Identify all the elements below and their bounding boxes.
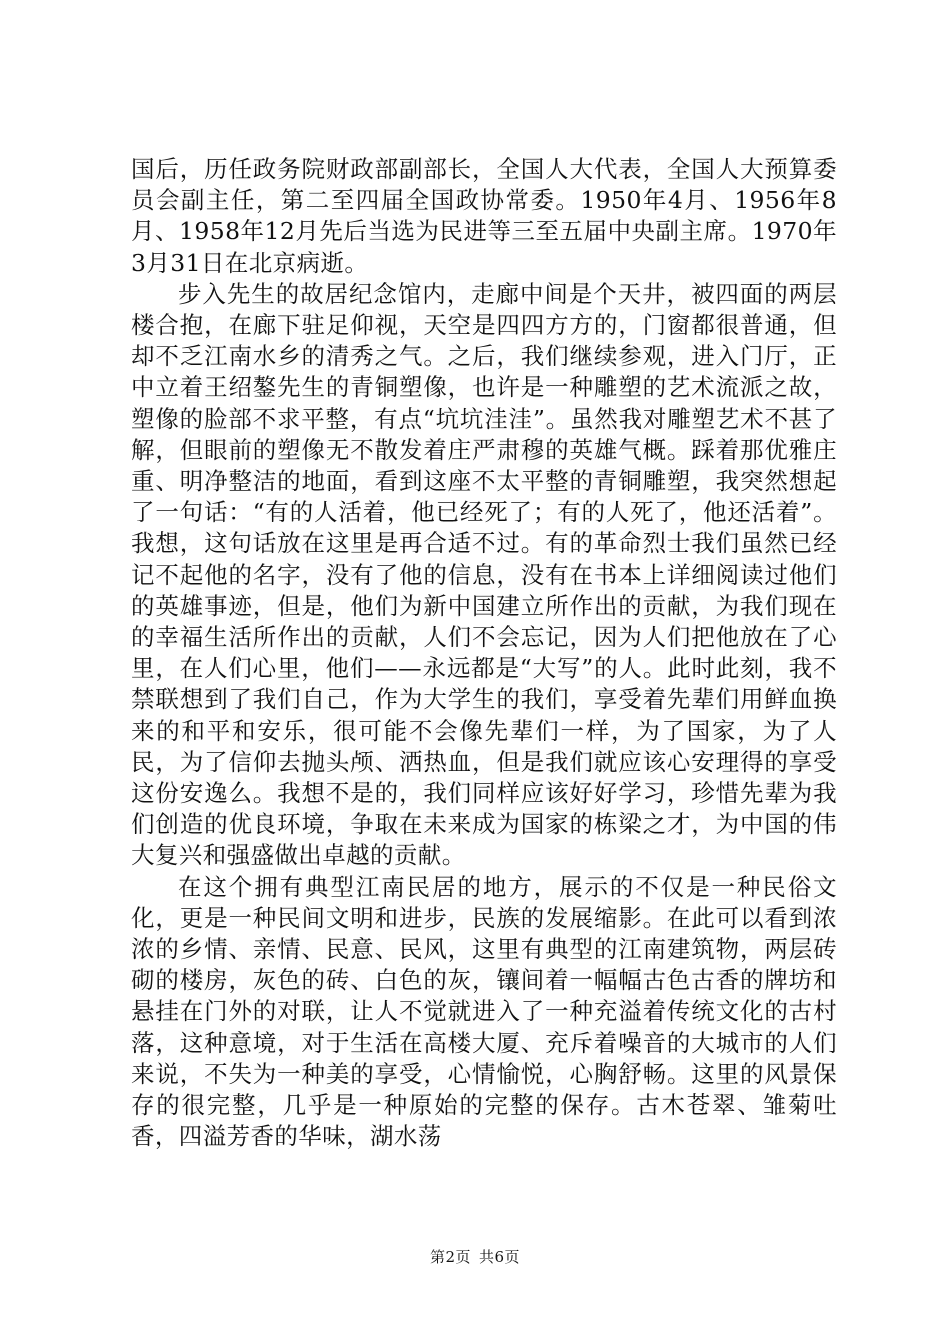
paragraph-1: 国后，历任政务院财政部副部长，全国人大代表，全国人大预算委员会副主任，第二至四届全国政协常委。1950年4月、1956年8月、1958年12月先后当选为民进等三至五届中央副主席。1970年3月31日在北京病逝。 xyxy=(131,155,837,277)
page-number: 第2页 xyxy=(429,1248,471,1266)
page-total: 共6页 xyxy=(479,1248,521,1266)
paragraph-3: 在这个拥有典型江南民居的地方，展示的不仅是一种民俗文化，更是一种民间文明和进步，民族的发展缩影。在此可以看到浓浓的乡情、亲情、民意、民风，这里有典型的江南建筑物，两层砖砌的楼房，灰色的砖、白色的灰，镶间着一幅幅古色古香的牌坊和悬挂在门外的对联，让人不觉就进入了一种充溢着传统文化的古村落，这种意境，对于生活在高楼大厦、充斥着噪音的大城市的人们来说，不失为一种美的享受，心情愉悦，心胸舒畅。这里的风景保存的很完整，几乎是一种原始的完整的保存。古木苍翠、雏菊吐香，四溢芳香的华味，湖水荡 xyxy=(131,872,837,1151)
page-footer xyxy=(0,1247,950,1267)
paragraph-2: 步入先生的故居纪念馆内，走廊中间是个天井，被四面的两层楼合抱，在廊下驻足仰视，天空是四四方方的，门窗都很普通，但却不乏江南水乡的清秀之气。之后，我们继续参观，进入门厅，正中立着王绍鏊先生的青铜塑像，也许是一种雕塑的艺术流派之故，塑像的脸部不求平整，有点“坑坑洼洼”。虽然我对雕塑艺术不甚了解，但眼前的塑像无不散发着庄严肃穆的英雄气概。踩着那优雅庄重、明净整洁的地面，看到这座不太平整的青铜雕塑，我突然想起了一句话：“有的人活着，他已经死了；有的人死了，他还活着”。我想，这句话放在这里是再合适不过。有的革命烈士我们虽然已经记不起他的名字，没有了他的信息，没有在书本上详细阅读过他们的英雄事迹，但是，他们为新中国建立所作出的贡献，为我们现在的幸福生活所作出的贡献，人们不会忘记，因为人们把他放在了心里，在人们心里，他们——永远都是“大写”的人。此时此刻，我不禁联想到了我们自己，作为大学生的我们，享受着先辈们用鲜血换来的和平和安乐，很可能不会像先辈们一样，为了国家，为了人民，为了信仰去抛头颅、洒热血，但是我们就应该心安理得的享受这份安逸么。我想不是的，我们同样应该好好学习，珍惜先辈为我们创造的优良环境，争取在未来成为国家的栋梁之才，为中国的伟大复兴和强盛做出卓越的贡献。 xyxy=(131,279,837,870)
document-body xyxy=(131,154,837,1153)
